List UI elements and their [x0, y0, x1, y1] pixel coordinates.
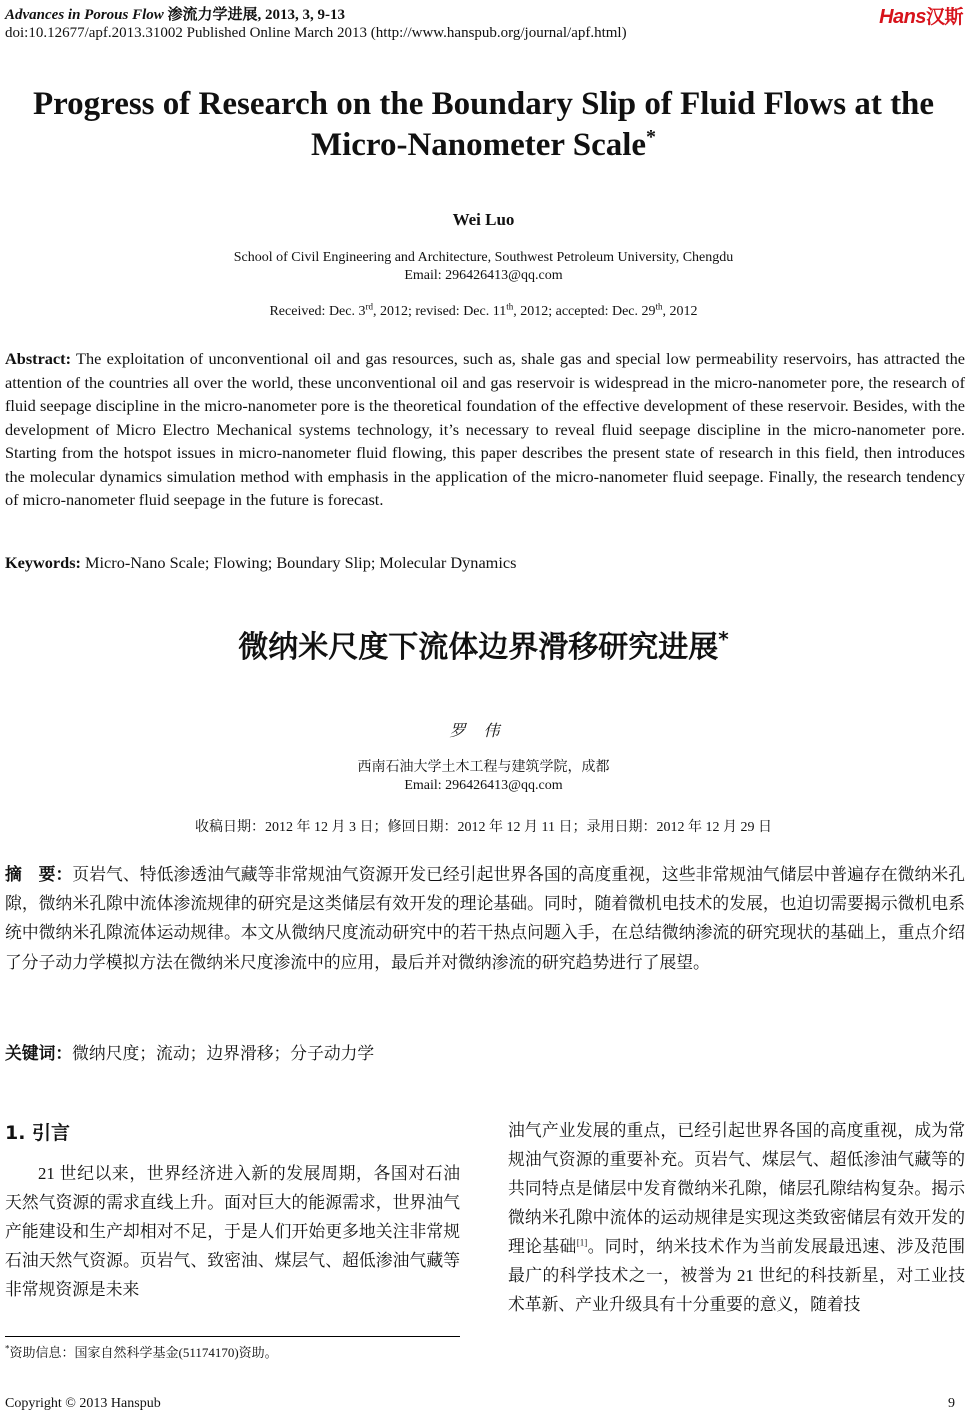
footnote-divider — [5, 1336, 460, 1337]
section-heading-introduction: 1. 引言 — [5, 1122, 71, 1144]
english-email: Email: 296426413@qq.com — [404, 268, 563, 283]
chinese-title — [0, 622, 967, 666]
english-author: Wei Luo — [452, 210, 515, 229]
english-abstract — [5, 347, 965, 512]
english-affiliation: School of Civil Engineering and Architecture, Southwest Petroleum University, Chengdu — [233, 250, 734, 265]
chinese-keywords — [5, 1040, 965, 1064]
revised-sup: th — [506, 301, 514, 312]
chinese-keywords-label: 关键词： — [5, 1043, 73, 1063]
keywords-text: Micro-Nano Scale; Flowing; Boundary Slip; Molecular Dynamics — [85, 553, 517, 572]
left-column — [5, 1159, 460, 1304]
chinese-email: Email: 296426413@qq.com — [404, 778, 563, 793]
intro-paragraph-left: 21 世纪以来，世界经济进入新的发展周期，各国对石油天然气资源的需求直线上升。面对巨大的能源需求，世界油气产能建设和生产却相对不足，于是人们开始更多地关注非常规石油天然气资源。页岩气、致密油、煤层气、超低渗油气藏等非常规资源是未来 — [5, 1164, 460, 1299]
footnote-mark: * — [5, 1343, 10, 1354]
chinese-dates: 收稿日期：2012 年 12 月 3 日；修回日期：2012 年 12 月 11 日；录用日期：2012 年 12 月 29 日 — [195, 820, 772, 835]
chinese-abstract-text: 页岩气、特低渗透油气藏等非常规油气资源开发已经引起世界各国的高度重视，这些非常规油气储层中普遍存在微纳米孔隙，微纳米孔隙中流体渗流规律的研究是这类储层有效开发的理论基础。同时，随着微机电技术的发展，也迫切需要揭示微机电系统中微纳米孔隙流体运动规律。本文从微纳尺度流动研究中的若干热点问题入手，在总结微纳渗流的研究现状的基础上，重点介绍了分子动力学模拟方法在微纳米尺度渗流中的应用，最后并对微纳渗流的研究趋势进行了展望。 — [5, 865, 965, 972]
chinese-author: 罗伟 — [449, 723, 518, 740]
chinese-abstract — [5, 860, 965, 977]
english-title — [0, 84, 967, 166]
logo-text-en: Hans — [879, 6, 926, 28]
english-dates — [0, 301, 967, 320]
accepted-sup: th — [655, 301, 663, 312]
right-column — [508, 1116, 965, 1319]
english-title-footnote-mark: * — [646, 126, 657, 148]
chinese-keywords-text: 微纳尺度；流动；边界滑移；分子动力学 — [72, 1044, 375, 1063]
publisher-logo — [879, 2, 963, 29]
abstract-text: The exploitation of unconventional oil and gas resources, such as, shale gas and special low permeability reservoirs, has attracted the attention of the countries all over the world, these unconventional oil and gas reservoir is widespread in the micro-nanometer pore, the research of fluid seepage discipline in the micro-nanometer pore is the theoretical foundation of the effective development of these reservoir. Besides, with the development of Micro Electro Mechanical systems technology, it’s necessary to reveal fluid seepage discipline in the micro-nanometer pore. Starting from the hotspot issues in micro-nanometer fluid flowing, this paper describes the present state of research in this field, then introduces the molecular dynamics simulation method with emphasis in the application of the micro-nanometer fluid seepage. Finally, the research tendency of micro-nanometer fluid seepage in the future is forecast. — [5, 349, 966, 509]
chinese-title-footnote-mark: * — [718, 627, 729, 651]
dates-end: , 2012 — [662, 304, 698, 319]
right-text-part-a: 油气产业发展的重点，已经引起世界各国的高度重视，成为常规油气资源的重要补充。页岩气、煤层气、超低渗油气藏等的共同特点是储层中发育微纳米孔隙，储层孔隙结构复杂。揭示微纳米孔隙中流体的运动规律是实现这类致密储层有效开发的理论基础 — [508, 1121, 965, 1256]
copyright-footer: Copyright © 2013 Hanspub — [5, 1396, 161, 1411]
revised-date: , 2012; revised: Dec. 11 — [372, 304, 507, 319]
intro-paragraph-right — [508, 1116, 965, 1319]
english-keywords — [5, 553, 965, 573]
right-text-part-b: 。同时，纳米技术作为当前发展最迅速、涉及范围最广的科学技术之一，被誉为 21 世纪的科技新星，对工业技术革新、产业升级具有十分重要的意义，随着技 — [508, 1237, 965, 1314]
journal-header — [5, 3, 345, 24]
journal-info-cn: 渗流力学进展, 2013, 3, 9-13 — [167, 7, 346, 23]
english-title-text: Progress of Research on the Boundary Slip of Fluid Flows at the Micro-Nanometer Scale — [32, 86, 935, 163]
page-number: 9 — [948, 1396, 955, 1411]
abstract-label: Abstract: — [5, 349, 72, 368]
footnote-text: 资助信息：国家自然科学基金(51174170)资助。 — [9, 1345, 278, 1360]
reference-1[interactable]: [1] — [576, 1237, 588, 1248]
chinese-title-text: 微纳米尺度下流体边界滑移研究进展 — [238, 630, 719, 665]
accepted-date: , 2012; accepted: Dec. 29 — [513, 304, 656, 319]
journal-name-en: Advances in Porous Flow — [5, 7, 164, 23]
keywords-label: Keywords: — [5, 553, 81, 572]
chinese-abstract-label: 摘 要： — [5, 864, 73, 884]
doi-line: doi:10.12677/apf.2013.31002 Published Online March 2013 (http://www.hanspub.org/journal/apf.html) — [5, 25, 627, 41]
funding-footnote — [5, 1342, 278, 1361]
received-sup: rd — [365, 301, 373, 312]
received-date: Received: Dec. 3 — [269, 304, 366, 319]
logo-text-cn: 汉斯 — [925, 7, 963, 28]
chinese-affiliation: 西南石油大学土木工程与建筑学院，成都 — [357, 760, 610, 775]
